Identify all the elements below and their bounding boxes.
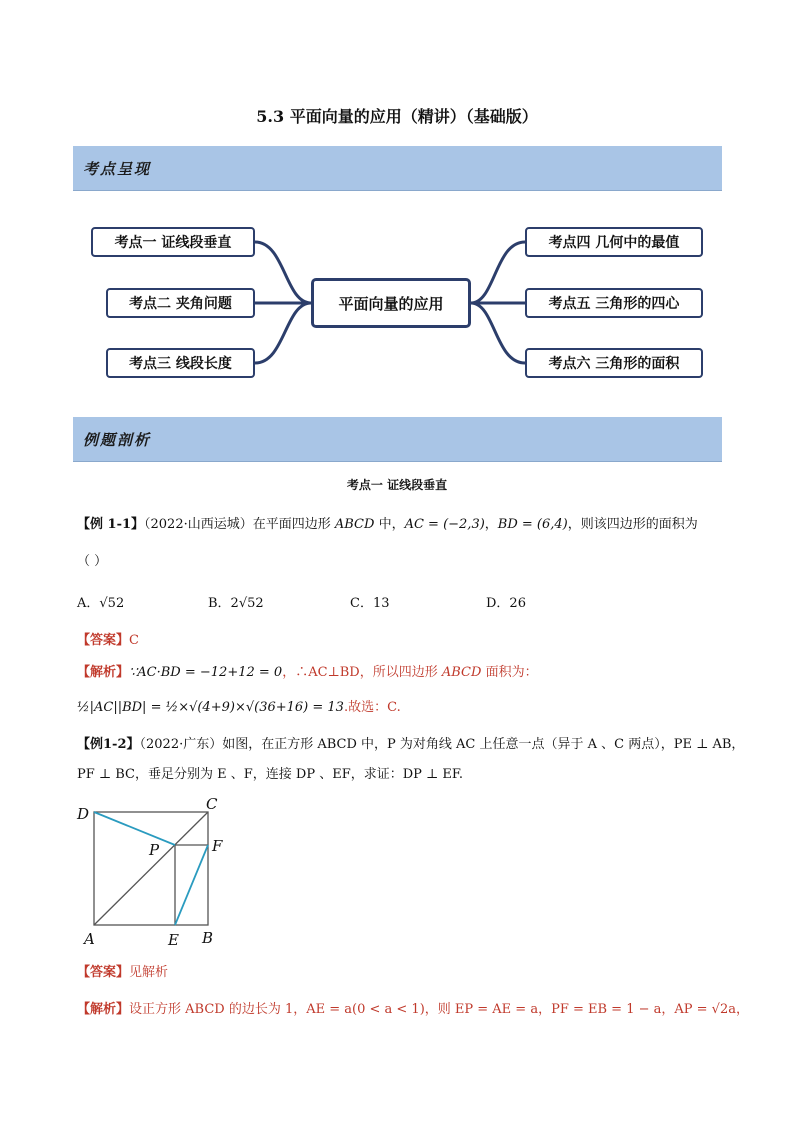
mindmap-node-right-1: 考点四 几何中的最值 <box>525 227 703 257</box>
mindmap-node-left-1: 考点一 证线段垂直 <box>91 227 255 257</box>
label-b: B <box>202 929 214 947</box>
example-1-2-line-1: 【例1-2】（2022·广东）如图，在正方形 ABCD 中，P 为对角线 AC 上任意一点（异于 A 、C 两点），PE ⊥ AB， <box>77 737 745 752</box>
example-label: 【例 1-1】 <box>77 517 145 532</box>
answer-value: C <box>129 633 139 648</box>
answer-line-2: 【答案】见解析 <box>77 965 169 980</box>
mindmap-center-node: 平面向量的应用 <box>311 278 471 328</box>
answer-value: 见解析 <box>129 965 169 980</box>
section-banner-liti <box>73 417 722 462</box>
label-p: P <box>149 841 160 859</box>
vector-bd: BD = (6,4) <box>497 517 568 532</box>
example-1-1-question: 【例 1-1】（2022·山西运城）在平面四边形 ABCD 中，AC = (−2,3)，BD = (6,4)，则该四边形的面积为 <box>77 517 698 532</box>
mindmap-node-right-2: 考点五 三角形的四心 <box>525 288 703 318</box>
example-1-2-line-2: PF ⊥ BC，垂足分别为 E 、F，连接 DP 、EF，求证：DP ⊥ EF. <box>77 767 463 782</box>
vector-ac: AC = (−2,3) <box>404 517 485 532</box>
analysis-line-3: 【解析】设正方形 ABCD 的边长为 1，AE = a(0 < a < 1)，则 EP = AE = a，PF = EB = 1 − a，AP = √2a， <box>77 1002 749 1017</box>
analysis-line-1: 【解析】∵AC·BD = −12+12 = 0，∴AC⊥BD，所以四边形 ABCD 面积为： <box>77 665 538 680</box>
option-b: B．2√52 <box>208 596 264 611</box>
section-title: 考点呈现 <box>83 160 152 178</box>
diagonal-ac <box>94 812 208 925</box>
square-figure <box>72 795 242 955</box>
section-banner-kaodian <box>73 146 722 191</box>
mindmap-node-left-2: 考点二 夹角问题 <box>106 288 255 318</box>
section-title: 例题剖析 <box>83 431 152 449</box>
label-a: A <box>84 930 95 948</box>
label-c: C <box>206 795 218 813</box>
option-a: A．√52 <box>77 596 125 611</box>
mindmap-node-left-3: 考点三 线段长度 <box>106 348 255 378</box>
answer-paren: （ ） <box>77 554 108 569</box>
mindmap-node-right-3: 考点六 三角形的面积 <box>525 348 703 378</box>
topic-heading: 考点一 证线段垂直 <box>346 478 448 492</box>
option-d: D．26 <box>486 596 526 611</box>
analysis-line-2: ½|AC||BD| = ½×√(4+9)×√(36+16) = 13.故选：C. <box>77 700 401 715</box>
label-d: D <box>77 805 90 823</box>
segment-dp <box>94 812 175 845</box>
option-c: C．13 <box>350 596 390 611</box>
segment-ef <box>175 845 208 925</box>
label-f: F <box>212 837 223 855</box>
example-label: 【例1-2】 <box>77 737 140 752</box>
answer-line: 【答案】C <box>77 633 139 648</box>
page-title: 5.3 平面向量的应用（精讲）（基础版） <box>256 107 538 126</box>
label-e: E <box>168 931 179 949</box>
